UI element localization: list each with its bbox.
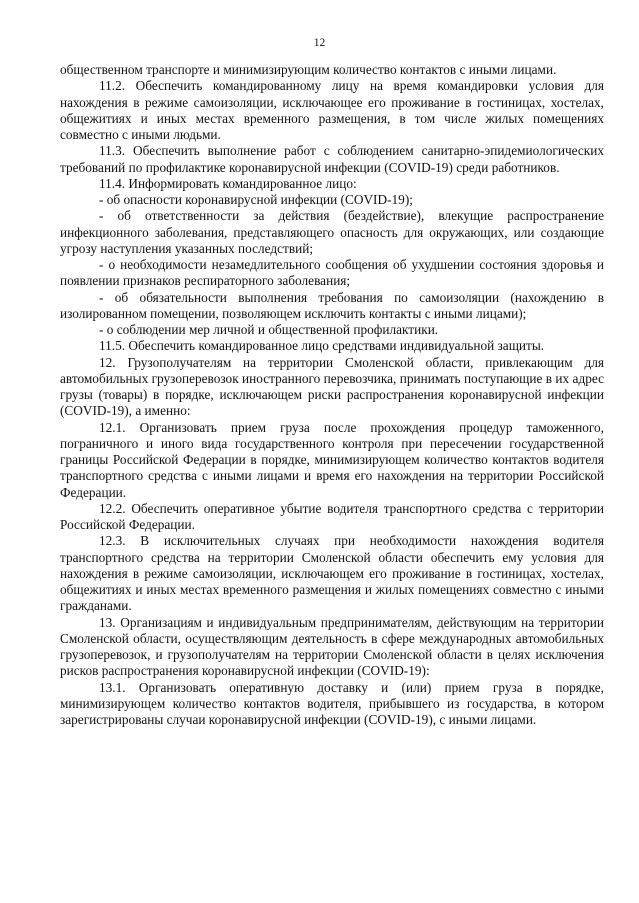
paragraph: 11.2. Обеспечить командированному лицу на время командировки условия для нахождения в режиме самоизоляции, исключающее его проживание в гостиницах, хостелах, общежитиях и иных местах временного размещения, в том числе жилых помещениях совместно с иными людьми. xyxy=(60,78,604,142)
list-item: - об ответственности за действия (бездействие), влекущие распространение инфекционного заболевания, представляющего опасность для окружающих, или создающие угрозу наступления указанных последствий; xyxy=(60,208,604,256)
paragraph: 13. Организациям и индивидуальным предпринимателям, действующим на территории Смоленской области, осуществляющим деятельность в сфере международных автомобильных грузоперевозок, и грузополучателям на территории Смоленской области в целях исключения рисков распространения коронавирусной инфекции (COVID-19): xyxy=(60,614,604,679)
document-body xyxy=(60,62,604,728)
paragraph: 13.1. Организовать оперативную доставку и (или) прием груза в порядке, минимизирующем количество контактов водителя, прибывшего из государства, в котором зарегистрированы случаи коронавирусной инфекции (COVID-19), с иными лицами. xyxy=(60,679,604,727)
list-item: - об опасности коронавирусной инфекции (COVID-19); xyxy=(99,192,413,207)
paragraph: 12.3. В исключительных случаях при необходимости нахождения водителя транспортного средства на территории Смоленской области обеспечить ему условия для нахождения в режиме самоизоляции, исключающем его проживание в гостиницах, хостелах, общежитиях и иных местах временного размещения и жилых помещениях совместно с иными гражданами. xyxy=(60,533,604,614)
paragraph: 12.2. Обеспечить оперативное убытие водителя транспортного средства с территории Российской Федерации. xyxy=(60,500,604,532)
list-item: - о необходимости незамедлительного сообщения об ухудшении состояния здоровья и появлении признаков респираторного заболевания; xyxy=(60,257,604,289)
list-item: - об обязательности выполнения требования по самоизоляции (нахождению в изолированном помещении, позволяющем исключить контакты с иными лицами); xyxy=(60,289,604,321)
paragraph: общественном транспорте и минимизирующим количество контактов с иными лицами. xyxy=(60,62,557,77)
paragraph: 12. Грузополучателям на территории Смоленской области, привлекающим для автомобильных грузоперевозок иностранного перевозчика, принимать поступающие в их адрес грузы (товары) в порядке, исключающем риски распространения коронавирусной инфекции (COVID-19), а именно: xyxy=(60,354,604,419)
paragraph: 11.4. Информировать командированное лицо: xyxy=(99,175,357,191)
paragraph: 12.1. Организовать прием груза после прохождения процедур таможенного, пограничного и иного вида государственного контроля при пересечении государственной границы Российской Федерации в порядке, минимизирующем количество контактов водителя транспортного средства с иными лицами и время его нахождения на территории Российской Федерации. xyxy=(60,419,604,500)
page-number: 12 xyxy=(313,37,326,49)
paragraph: 11.5. Обеспечить командированное лицо средствами индивидуальной защиты. xyxy=(99,338,545,354)
list-item: - о соблюдении мер личной и общественной профилактики. xyxy=(99,322,439,337)
paragraph: 11.3. Обеспечить выполнение работ с соблюдением санитарно-эпидемиологических требований по профилактике коронавирусной инфекции (COVID-19) среди работников. xyxy=(60,143,604,175)
